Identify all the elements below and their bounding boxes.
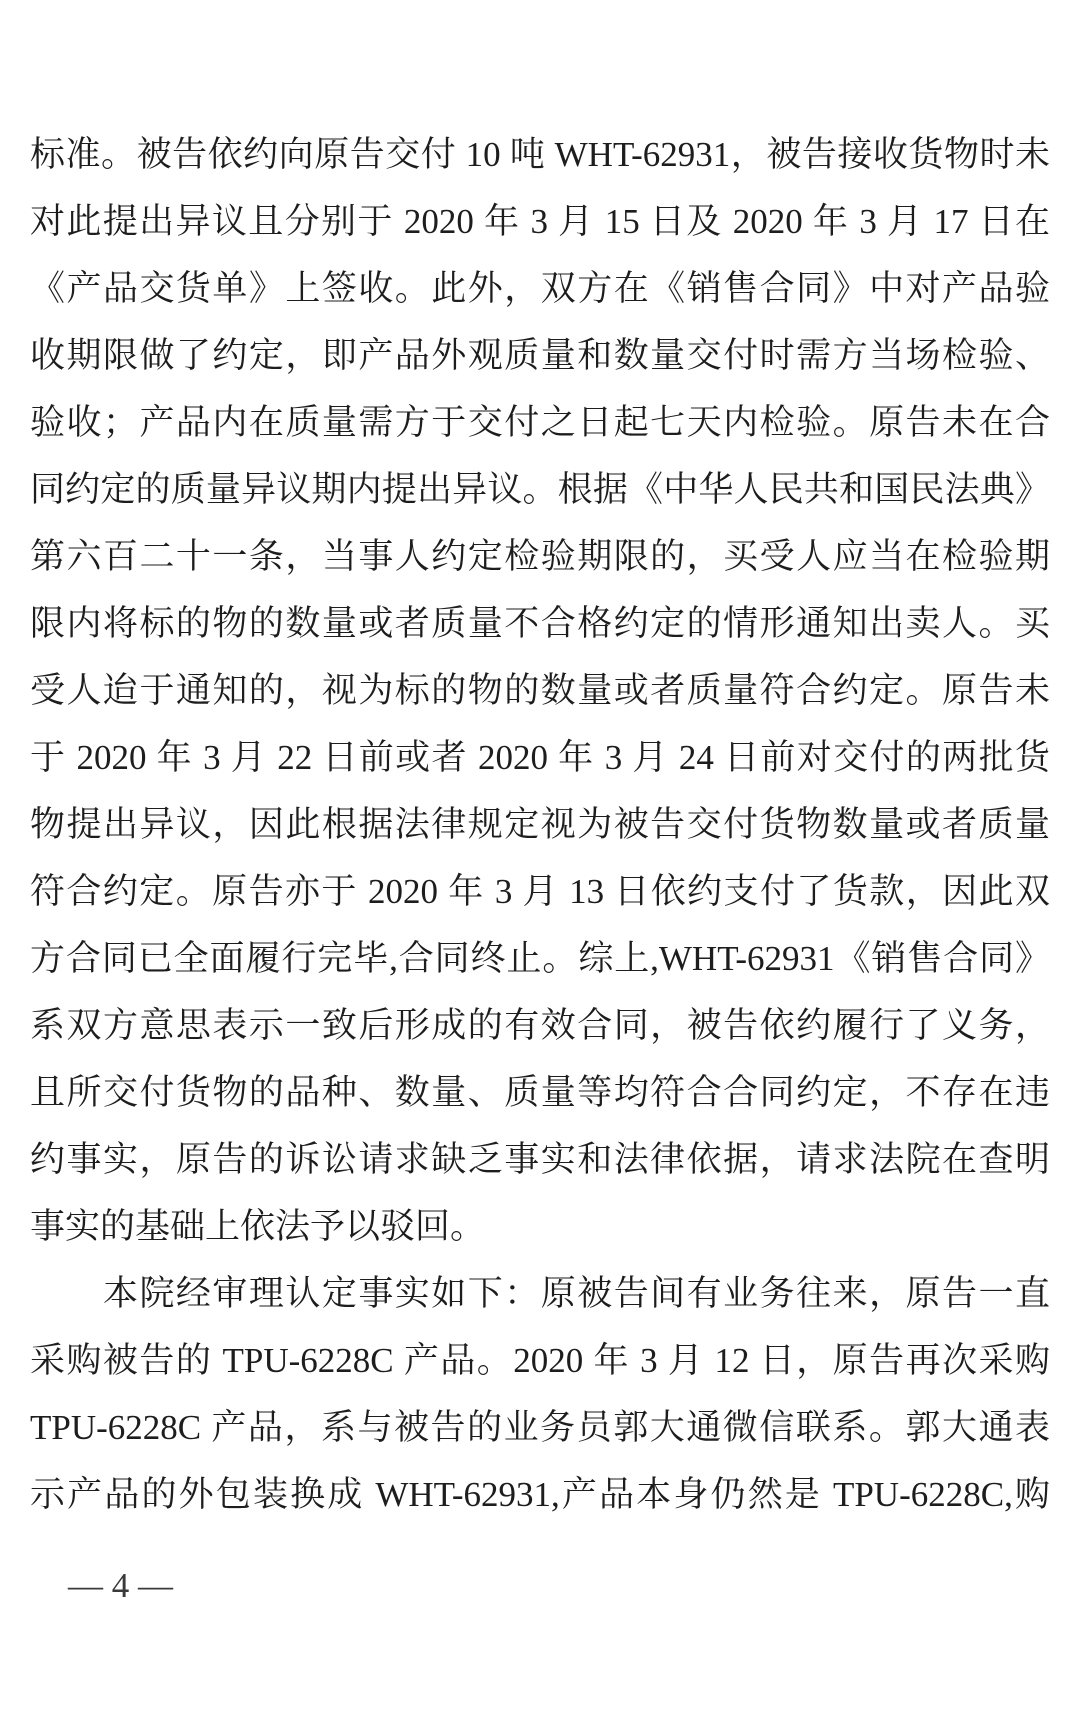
document-line: 于 2020 年 3 月 22 日前或者 2020 年 3 月 24 日前对交付的两批货 bbox=[30, 738, 1050, 777]
document-line: 方合同已全面履行完毕,合同终止。综上,WHT-62931《销售合同》 bbox=[30, 939, 1050, 978]
document-line: 限内将标的物的数量或者质量不合格约定的情形通知出卖人。买 bbox=[30, 604, 1050, 643]
document-line: 且所交付货物的品种、数量、质量等均符合合同约定，不存在违 bbox=[30, 1073, 1050, 1112]
document-line: 收期限做了约定，即产品外观质量和数量交付时需方当场检验、 bbox=[30, 336, 1050, 375]
document-line: 符合约定。原告亦于 2020 年 3 月 13 日依约支付了货款，因此双 bbox=[30, 872, 1050, 911]
document-line-paragraph-start: 本院经审理认定事实如下：原被告间有业务往来，原告一直 bbox=[30, 1274, 1050, 1313]
page-number: — 4 — bbox=[68, 1566, 173, 1605]
document-line: 物提出异议，因此根据法律规定视为被告交付货物数量或者质量 bbox=[30, 805, 1050, 844]
document-line: 系双方意思表示一致后形成的有效合同，被告依约履行了义务， bbox=[30, 1006, 1050, 1045]
page-footer bbox=[0, 1552, 1080, 1619]
document-line: 受人迨于通知的，视为标的物的数量或者质量符合约定。原告未 bbox=[30, 671, 1050, 710]
document-line: 对此提出异议且分别于 2020 年 3 月 15 日及 2020 年 3 月 17 日在 bbox=[30, 202, 1050, 241]
document-line: TPU-6228C 产品，系与被告的业务员郭大通微信联系。郭大通表 bbox=[30, 1408, 1050, 1447]
document-line: 约事实，原告的诉讼请求缺乏事实和法律依据，请求法院在查明 bbox=[30, 1140, 1050, 1179]
document-line-paragraph-end: 事实的基础上依法予以驳回。 bbox=[30, 1207, 486, 1246]
document-line: 标准。被告依约向原告交付 10 吨 WHT-62931，被告接收货物时未 bbox=[30, 135, 1050, 174]
document-line: 验收；产品内在质量需方于交付之日起七天内检验。原告未在合 bbox=[30, 403, 1050, 442]
document-line: 《产品交货单》上签收。此外，双方在《销售合同》中对产品验 bbox=[30, 269, 1050, 308]
document-line: 同约定的质量异议期内提出异议。根据《中华人民共和国民法典》 bbox=[30, 470, 1050, 509]
document-line: 示产品的外包装换成 WHT-62931,产品本身仍然是 TPU-6228C,购 bbox=[30, 1475, 1050, 1514]
document-line: 采购被告的 TPU-6228C 产品。2020 年 3 月 12 日，原告再次采购 bbox=[30, 1341, 1050, 1380]
document-line: 第六百二十一条，当事人约定检验期限的，买受人应当在检验期 bbox=[30, 537, 1050, 576]
